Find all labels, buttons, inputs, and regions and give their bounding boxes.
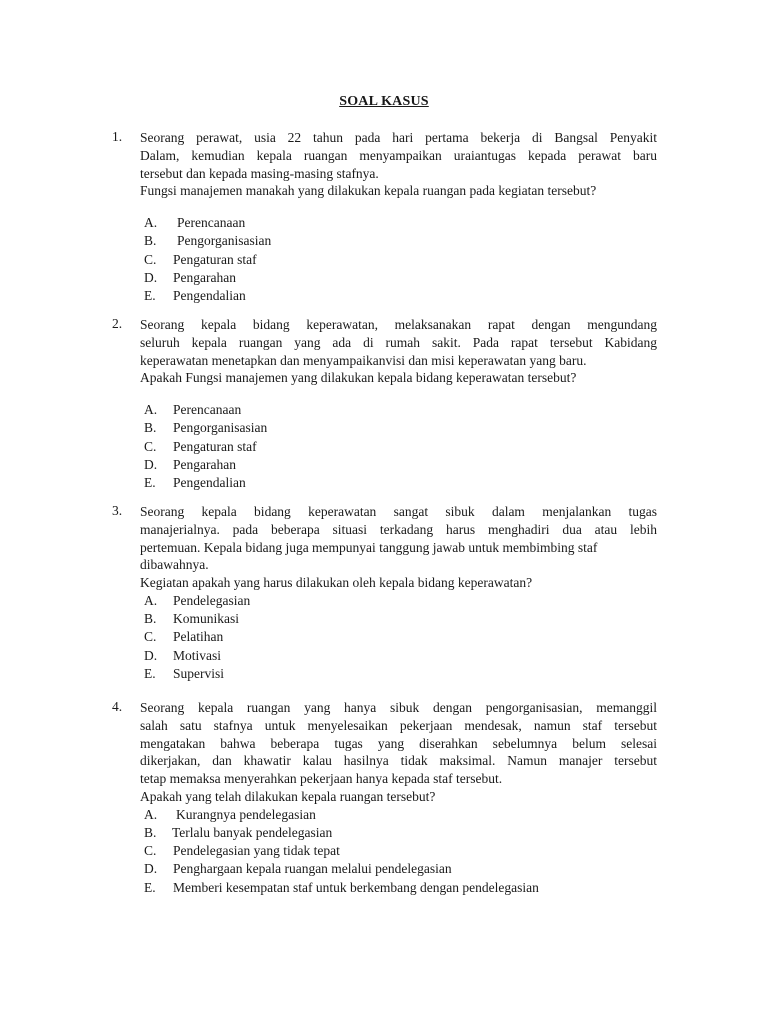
option-text: Pelatihan [173, 629, 224, 645]
question-number: 1. [112, 129, 123, 144]
option-letter: E. [144, 287, 156, 303]
question-text-line: Seorang kepala bidang keperawatan, melaksanakan rapat dengan mengundang [140, 317, 657, 332]
option-letter: E. [144, 474, 156, 490]
option-text: Pengendalian [173, 474, 246, 490]
option-text: Perencanaan [173, 402, 242, 418]
answer-option-d [140, 860, 657, 878]
question-prompt: Kegiatan apakah yang harus dilakukan oleh kepala bidang keperawatan? [140, 575, 533, 591]
answer-option-b [140, 232, 657, 250]
answer-option-c [140, 438, 657, 456]
answer-option-b [140, 824, 657, 842]
answer-option-d [140, 647, 657, 665]
option-letter: A. [144, 215, 158, 231]
question-text-line: dikerjakan, dan khawatir kalau hasilnya tidak maksimal. Namun manajer tersebut [140, 753, 657, 769]
question-text-line: Seorang kepala bidang keperawatan sangat sibuk dalam menjalankan tugas [140, 504, 657, 519]
option-text: Pengorganisasian [177, 233, 272, 249]
option-letter: D. [144, 456, 158, 472]
option-letter: A. [144, 592, 158, 608]
question-3 [112, 503, 657, 683]
question-text-line: mengatakan bahwa beberapa tugas yang diserahkan sebelumnya belum selesai [140, 735, 657, 751]
question-prompt: Apakah yang telah dilakukan kepala ruangan tersebut? [140, 788, 436, 804]
option-letter: B. [144, 420, 157, 436]
option-text: Terlalu banyak pendelegasian [172, 824, 333, 840]
option-letter: E. [144, 665, 156, 681]
option-letter: B. [144, 233, 157, 249]
option-text: Pengarahan [173, 456, 236, 472]
option-text: Pengendalian [173, 287, 246, 303]
option-text: Pengarahan [173, 269, 236, 285]
answer-option-d [140, 269, 657, 287]
option-letter: C. [144, 251, 157, 267]
option-letter: C. [144, 438, 157, 454]
question-number: 3. [112, 503, 123, 518]
option-text: Pendelegasian yang tidak tepat [173, 843, 340, 859]
option-text: Supervisi [173, 665, 225, 681]
option-letter: D. [144, 861, 158, 877]
answer-option-c [140, 251, 657, 269]
question-1 [112, 129, 657, 305]
answer-option-c [140, 628, 657, 646]
option-letter: C. [144, 843, 157, 859]
option-letter: E. [144, 879, 156, 895]
answer-option-b [140, 610, 657, 628]
option-letter: B. [144, 611, 157, 627]
question-text-line: tersebut dan kepada masing-masing stafnya. [140, 165, 379, 181]
option-letter: A. [144, 402, 158, 418]
question-text-line: manajerialnya. pada beberapa situasi terkadang harus menghadiri dua atau lebih [140, 521, 657, 537]
option-text: Pengorganisasian [173, 420, 268, 436]
option-text: Perencanaan [177, 215, 246, 231]
question-prompt: Apakah Fungsi manajemen yang dilakukan kepala bidang keperawatan tersebut? [140, 370, 577, 386]
question-text-line: Seorang kepala ruangan yang hanya sibuk dengan pengorganisasian, memanggil [140, 700, 657, 715]
answer-option-d [140, 456, 657, 474]
question-prompt: Fungsi manajemen manakah yang dilakukan kepala ruangan pada kegiatan tersebut? [140, 183, 597, 199]
question-text-line: keperawatan menetapkan dan menyampaikanvisi dan misi keperawatan yang baru. [140, 352, 587, 368]
question-2 [112, 316, 657, 492]
question-text-line: seluruh kepala ruangan yang ada di rumah sakit. Pada rapat tersebut Kabidang [140, 334, 657, 350]
answer-option-c [140, 842, 657, 860]
option-text: Kurangnya pendelegasian [176, 806, 316, 822]
option-letter: C. [144, 629, 157, 645]
answer-option-a [140, 806, 657, 824]
option-text: Pengaturan staf [173, 438, 257, 454]
option-text: Memberi kesempatan staf untuk berkembang dengan pendelegasian [173, 879, 539, 895]
option-text: Komunikasi [173, 611, 239, 627]
answer-option-a [140, 214, 657, 232]
question-4 [112, 699, 657, 897]
question-text-line: Dalam, kemudian kepala ruangan menyampaikan uraiantugas kepada perawat baru [140, 147, 657, 163]
option-text: Motivasi [173, 647, 222, 663]
answer-option-a [140, 592, 657, 610]
option-letter: A. [144, 806, 158, 822]
question-text-line: salah satu stafnya untuk menyelesaikan pekerjaan mendesak, namun staf tersebut [140, 717, 657, 733]
question-text-line: Seorang perawat, usia 22 tahun pada hari pertama bekerja di Bangsal Penyakit [140, 130, 657, 145]
option-letter: D. [144, 647, 158, 663]
answer-option-e [140, 474, 657, 492]
question-text-line: pertemuan. Kepala bidang juga mempunyai tanggung jawab untuk membimbing staf [140, 539, 598, 555]
question-number: 4. [112, 699, 123, 714]
option-text: Pengaturan staf [173, 251, 257, 267]
question-text-line: dibawahnya. [140, 557, 209, 573]
answer-option-e [140, 287, 657, 305]
option-text: Pendelegasian [173, 592, 251, 608]
document-title: SOAL KASUS [339, 94, 429, 109]
answer-option-e [140, 879, 657, 897]
option-letter: D. [144, 269, 158, 285]
option-text: Penghargaan kepala ruangan melalui pendelegasian [173, 861, 452, 877]
answer-option-b [140, 419, 657, 437]
answer-option-e [140, 665, 657, 683]
question-text-line: tetap memaksa menyerahkan pekerjaan hanya kepada staf tersebut. [140, 771, 503, 787]
question-number: 2. [112, 316, 123, 331]
option-letter: B. [144, 824, 157, 840]
answer-option-a [140, 401, 657, 419]
